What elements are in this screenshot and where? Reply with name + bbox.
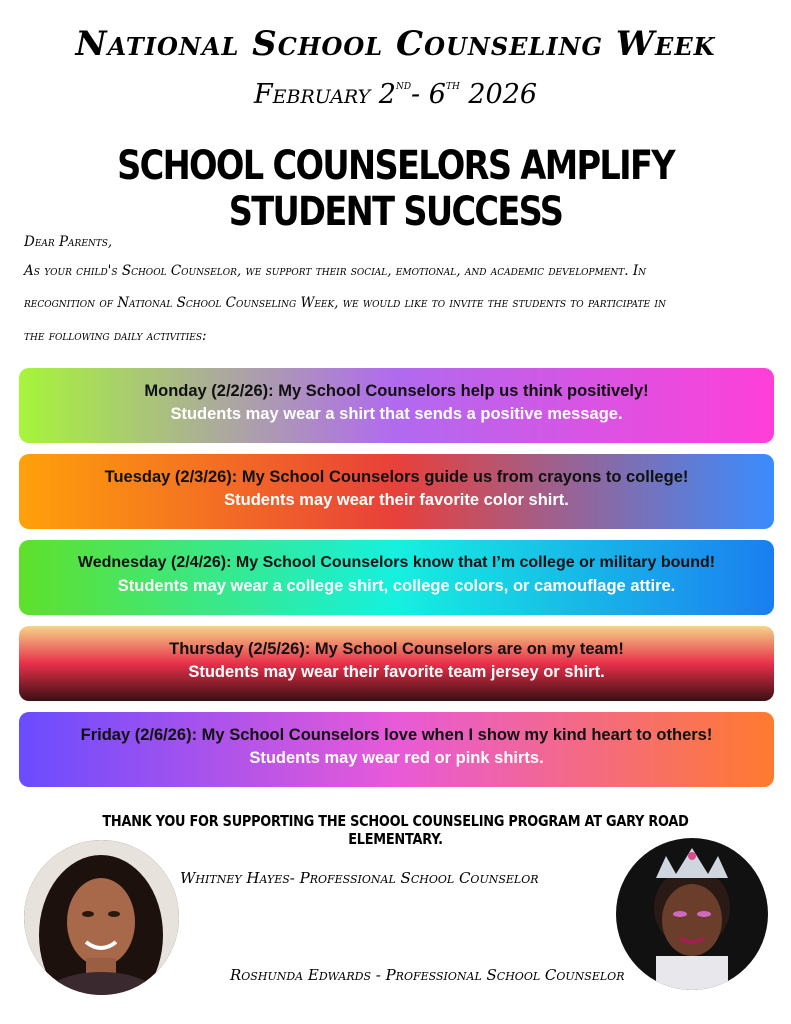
letter-greeting: Dear Parents,: [24, 234, 113, 250]
activity-title: Wednesday (2/4/26): My School Counselors know that I’m college or military bound!: [77, 554, 716, 571]
activity-title: Friday (2/6/26): My School Counselors love when I show my kind heart to others!: [80, 726, 713, 744]
activity-detail: Students may wear red or pink shirts.: [249, 749, 544, 767]
counselor-name-roshunda: Roshunda Edwards - Professional School Counselor: [230, 966, 625, 984]
date-start: February 2: [253, 79, 396, 110]
activity-detail: Students may wear a shirt that sends a positive message.: [170, 405, 623, 423]
counselor-name-whitney: Whitney Hayes- Professional School Counselor: [180, 869, 539, 887]
activity-tuesday: [19, 454, 774, 529]
activity-detail: Students may wear a college shirt, college colors, or camouflage attire.: [117, 577, 676, 595]
activity-title: Monday (2/2/26): My School Counselors help us think positively!: [144, 382, 649, 400]
letter-line-3: the following daily activities:: [24, 328, 207, 344]
page-title: National School Counseling Week: [75, 24, 716, 64]
counselor-photo-whitney: [24, 840, 179, 995]
activity-title: Thursday (2/5/26): My School Counselors are on my team!: [169, 640, 624, 658]
date-end: - 6: [411, 79, 446, 110]
activity-title: Tuesday (2/3/26): My School Counselors guide us from crayons to college!: [104, 468, 689, 486]
letter-line-2: recognition of National School Counseling Week, we would like to invite the students to participate in: [24, 295, 666, 311]
counselor-photo-roshunda: [616, 838, 768, 990]
activity-monday: [19, 368, 774, 443]
activity-wednesday: [19, 540, 774, 615]
event-date: [0, 78, 791, 110]
letter-line-1: As your child's School Counselor, we support their social, emotional, and academic development. In: [24, 263, 647, 279]
date-year: 2026: [459, 79, 538, 110]
slogan-heading: SCHOOL COUNSELORS AMPLIFY STUDENT SUCCESS: [117, 143, 674, 235]
thank-you-message: THANK YOU FOR SUPPORTING THE SCHOOL COUNSELING PROGRAM AT GARY ROAD ELEMENTARY.: [102, 812, 689, 848]
date-suffix-end: th: [445, 78, 460, 93]
date-suffix-start: nd: [395, 78, 412, 93]
activity-thursday: [19, 626, 774, 701]
activity-detail: Students may wear their favorite color shirt.: [224, 491, 569, 509]
activity-detail: Students may wear their favorite team jersey or shirt.: [188, 663, 605, 681]
activity-friday: [19, 712, 774, 787]
